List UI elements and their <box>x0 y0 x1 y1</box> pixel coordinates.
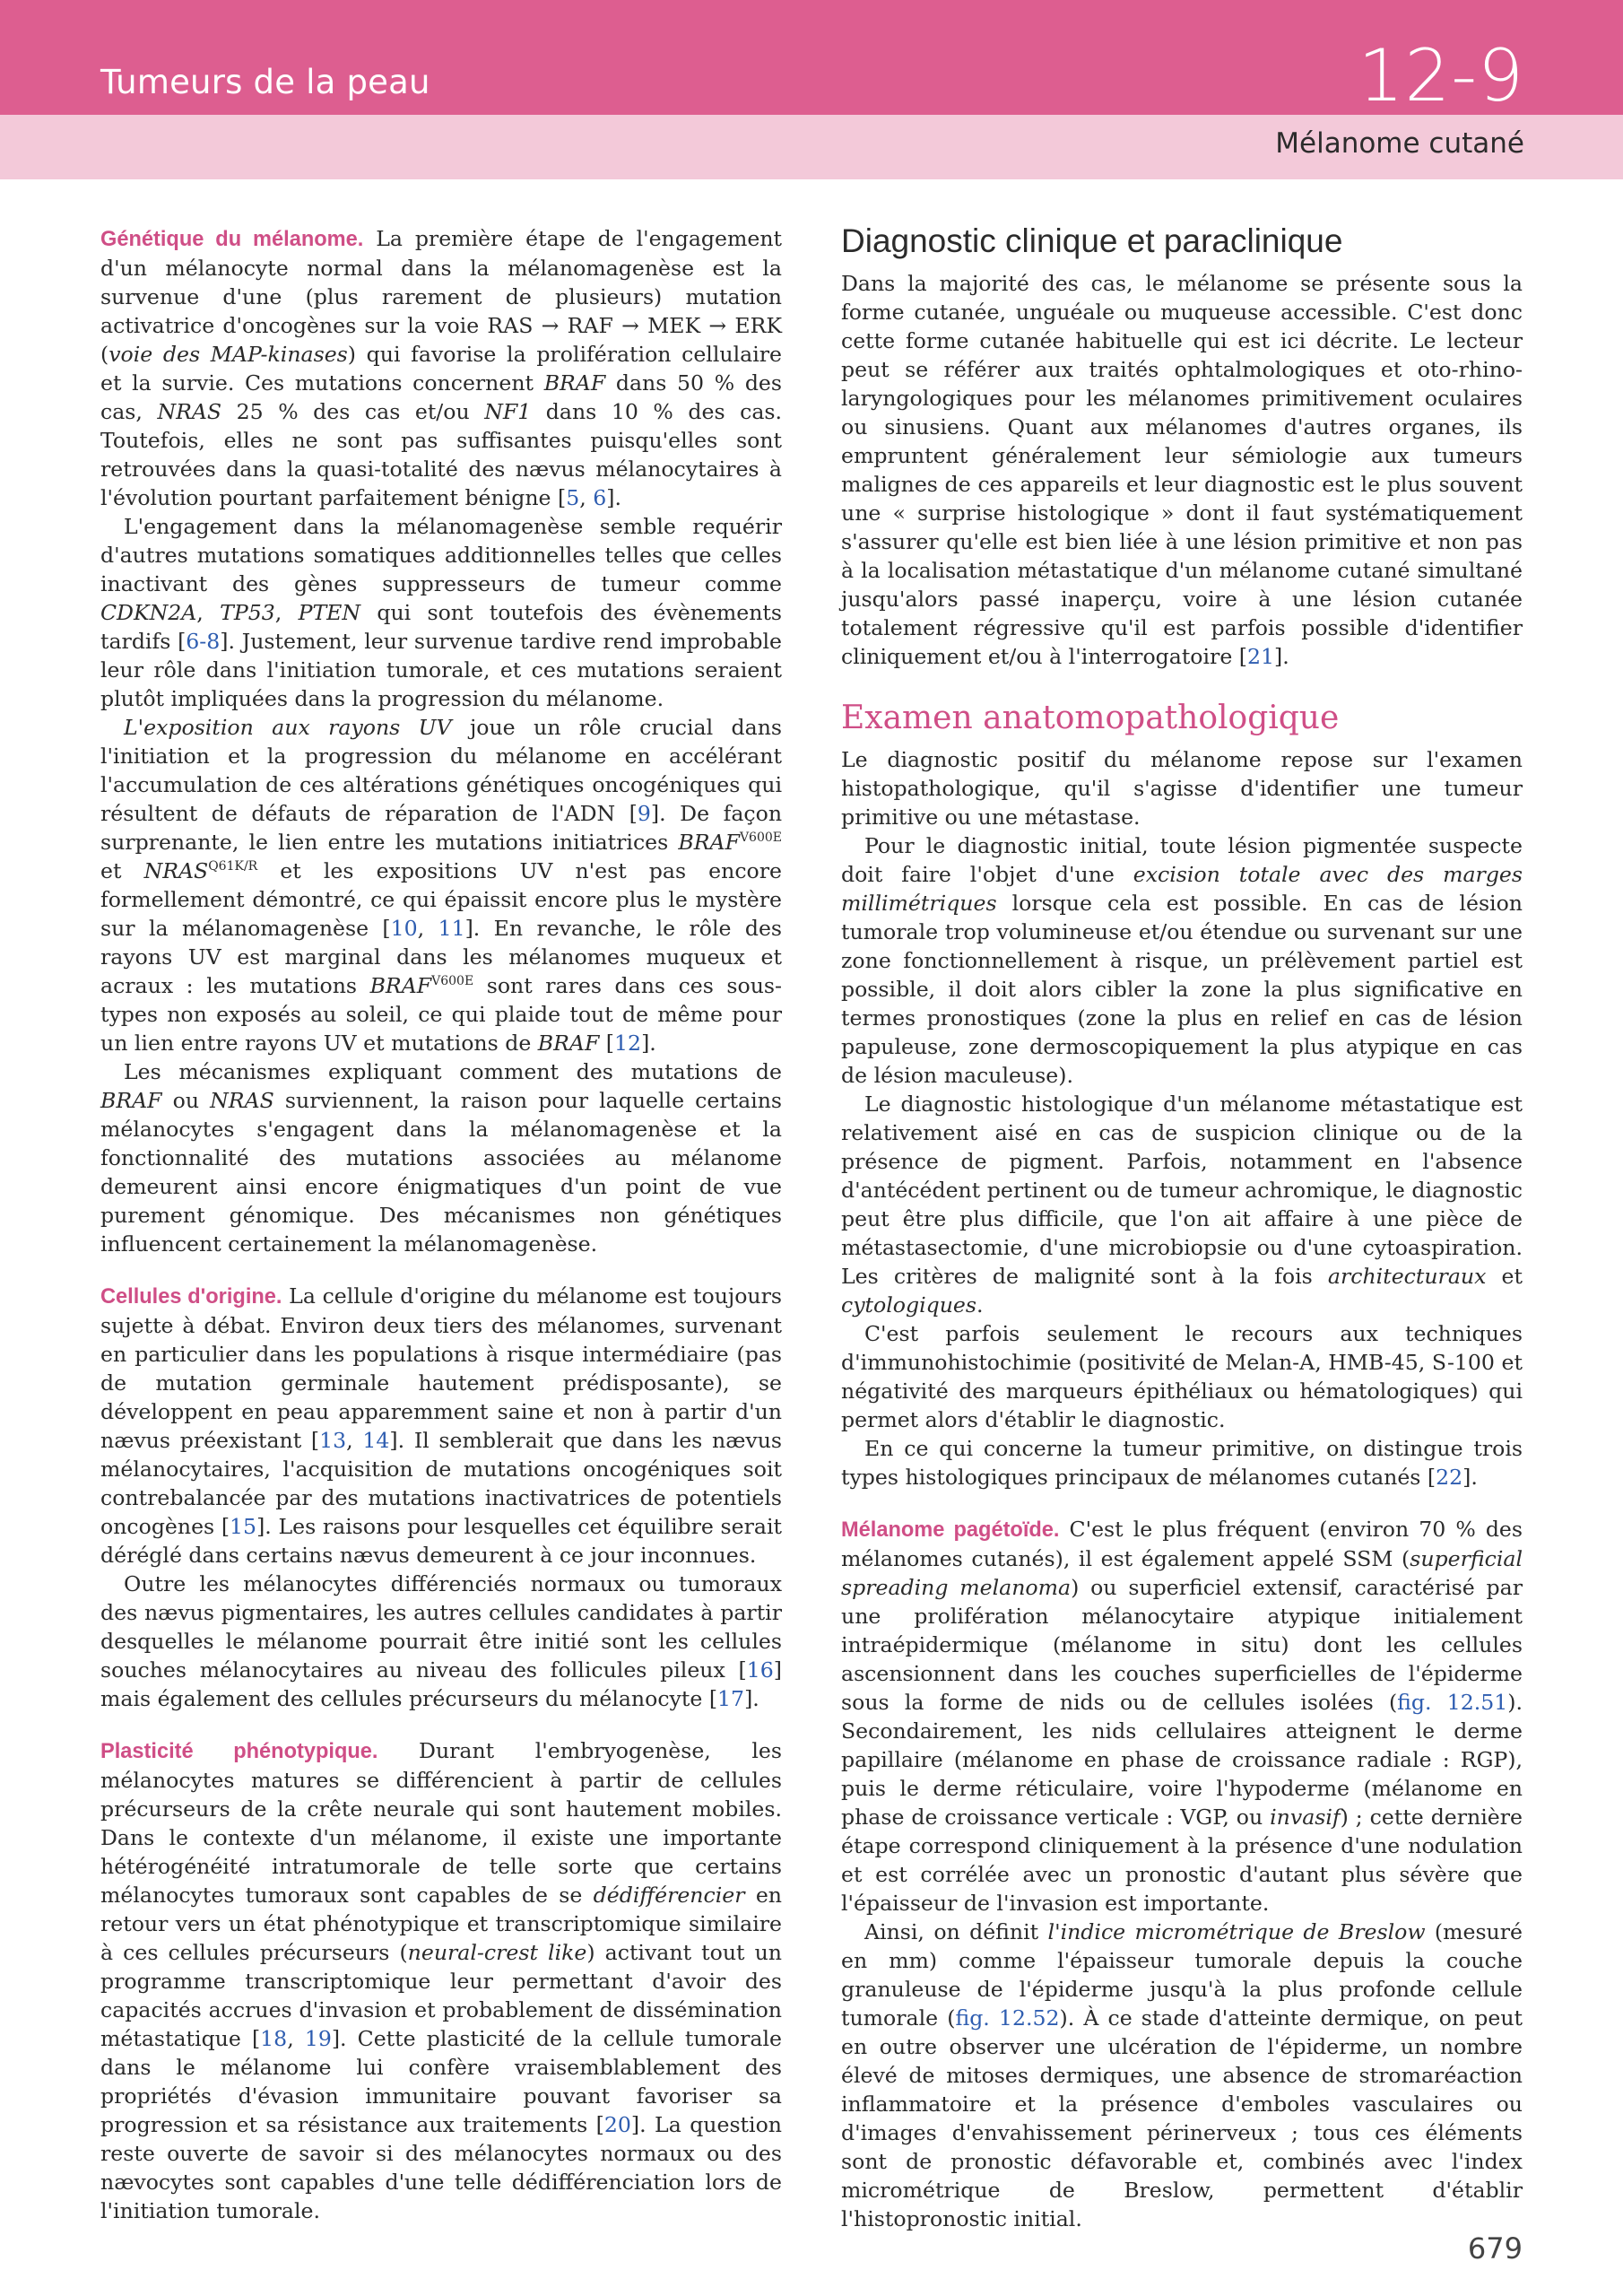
ref-link[interactable]: 6 <box>593 485 607 510</box>
ref-link[interactable]: 10 <box>390 916 418 941</box>
paragraph-outre: Outre les mélanocytes différenciés normaux ou tumoraux des nævus pigmentaires, les autres cellules candidates à partir desquelles le mélanome pourrait être initié sont les cellules souches mélanocytaires au niveau des follicules pileux [16] mais également des cellules précurseurs du mélanocyte [17]. <box>100 1571 782 1711</box>
ref-link[interactable]: 19 <box>304 2026 332 2051</box>
ref-link[interactable]: 20 <box>603 2112 631 2137</box>
lead-cellules-origine: Cellules d'origine. <box>100 1285 282 1309</box>
figure-link[interactable]: fig. 12.51 <box>1397 1690 1508 1715</box>
right-column <box>841 222 1523 2233</box>
ref-link[interactable]: 9 <box>637 801 651 826</box>
ref-link[interactable]: 18 <box>260 2026 288 2051</box>
heading-diagnostic: Diagnostic clinique et paraclinique <box>841 222 1343 259</box>
ref-link[interactable]: 22 <box>1436 1465 1463 1490</box>
paragraph-mecanismes: Les mécanismes expliquant comment des mutations de BRAF ou NRAS surviennent, la raison pour laquelle certains mélanocytes s'engagent dans la mélanomagenèse et la fonctionnalité des mutations associées au mélanome demeurent ainsi encore énigmatiques d'un point de vue purement génomique. Des mécanismes non génétiques influencent certainement la mélanomagenèse. <box>100 1059 782 1257</box>
paragraph-uv: L'exposition aux rayons UV joue un rôle crucial dans l'initiation et la progression du mélanome en accélérant l'accumulation de ces altérations génétiques oncogéniques qui résultent de défauts de réparation de l'ADN [9]. De façon surprenante, le lien entre les mutations initiatrices $BRAF^{V600E}$ et $NRAS^{Q61K/R}$ et les expositions UV n'est pas encore formellement démontré, ce qui épaissit encore plus le mystère sur la mélanomagenèse [10, 11]. En revanche, le rôle des rayons UV est marginal dans les mélanomes muqueux et acraux : les mutations $BRAF^{V600E}$ sont rares dans ces sous-types non exposés au soleil, ce qui plaide tout de même pour un lien entre rayons UV et mutations de BRAF [12]. <box>100 715 783 1056</box>
paragraph-diagnostic-positif: Le diagnostic positif du mélanome repose sur l'examen histopathologique, qu'il s'agisse d'identifier une tumeur primitive ou une métastase. <box>841 747 1523 830</box>
lead-plasticite: Plasticité phénotypique. <box>100 1740 378 1763</box>
ref-link[interactable]: 13 <box>319 1428 347 1453</box>
ref-link[interactable]: 16 <box>746 1657 774 1683</box>
figure-link[interactable]: fig. 12.52 <box>955 2005 1060 2031</box>
heading-examen: Examen anatomopathologique <box>841 700 1340 736</box>
lead-pagetoide: Mélanome pagétoïde. <box>841 1518 1060 1542</box>
paragraph-pagetoide: Mélanome pagétoïde. C'est le plus fréquent (environ 70 % des mélanomes cutanés), il est également appelé SSM (superficial spreading melanoma) ou superficiel extensif, caractérisé par une prolifération mélanocytaire atypique initialement intraépidermique (mélanome in situ) dont les cellules ascensionnent dans les couches superficielles de l'épiderme sous la forme de nids ou de cellules isolées (fig. 12.51). Secondairement, les nids cellulaires atteignent le derme papillaire (mélanome en phase de croissance radiale : RGP), puis le derme réticulaire, voire l'hypoderme (mélanome en phase de croissance verticale : VGP, ou invasif) ; cette dernière étape correspond cliniquement à la présence d'une nodulation et est corrélée avec un pronostic d'autant plus sévère que l'épaisseur de l'invasion est importante. <box>841 1517 1523 1916</box>
chapter-title: Tumeurs de la peau <box>100 63 430 101</box>
left-column <box>100 224 782 2225</box>
paragraph-diagnostic-initial: Pour le diagnostic initial, toute lésion pigmentée suspecte doit faire l'objet d'une excision totale avec des marges millimétriques lorsque cela est possible. En cas de lésion tumorale trop volumineuse et/ou étendue ou survenant sur une zone fonctionnellement à risque, un prélèvement partiel est possible, il doit alors cibler la zone la plus significative en termes pronostiques (zone la plus en relief en cas de lésion papuleuse, zone dermoscopiquement la plus atypique en cas de lésion maculeuse). <box>841 833 1523 1088</box>
paragraph-breslow: Ainsi, on définit l'indice micrométrique de Breslow (mesuré en mm) comme l'épaisseur tumorale depuis la couche granuleuse de l'épiderme jusqu'à la plus profonde cellule tumorale (fig. 12.52). À ce stade d'atteinte dermique, on peut en outre observer une ulcération de l'épiderme, un nombre élevé de mitoses dermiques, une absence de stromaréaction inflammatoire et la présence d'emboles vasculaires ou d'images d'envahissement périnerveux ; tous ces éléments sont de pronostic défavorable et, combinés avec l'index micrométrique de Breslow, permettent d'établir l'histopronostic initial. <box>841 1919 1523 2231</box>
ref-link[interactable]: 12 <box>614 1031 642 1056</box>
paragraph-cellules-origine: Cellules d'origine. La cellule d'origine du mélanome est toujours sujette à débat. Environ deux tiers des mélanomes, survenant en particulier dans les populations à risque intermédiaire (pas de mutation germinale hautement prédisposante), se développent en peau apparemment saine et non à partir d'un nævus préexistant [13, 14]. Il semblerait que dans les nævus mélanocytaires, l'acquisition de mutations oncogéniques soit contrebalancée par des mutations inactivatrices de potentiels oncogènes [15]. Les raisons pour lesquelles cet équilibre serait déréglé dans certains nævus demeurent à ce jour inconnues. <box>100 1283 783 1568</box>
paragraph-plasticite: Plasticité phénotypique. Durant l'embryogenèse, les mélanocytes matures se différencient à partir de cellules précurseurs de la crête neurale qui sont hautement mobiles. Dans le contexte d'un mélanome, il existe une importante hétérogénéité intratumorale de telle sorte que certains mélanocytes tumoraux sont capables de se dédifférencier en retour vers un état phénotypique et transcriptomique similaire à ces cellules précurseurs (neural-crest like) activant tout un programme transcriptomique leur permettant d'avoir des capacités accrues d'invasion et probablement de dissémination métastatique [18, 19]. Cette plasticité de la cellule tumorale dans le mélanome lui confère vraisemblablement des propriétés d'évasion immunitaire pouvant favoriser sa progression et sa résistance aux traitements [20]. La question reste ouverte de savoir si des mélanocytes normaux ou des nævocytes sont capables d'une telle dédifférenciation lors de l'initiation tumorale. <box>100 1738 783 2223</box>
ref-link[interactable]: 6-8 <box>186 629 221 654</box>
page-number: 679 <box>1467 2231 1523 2266</box>
section-title: Mélanome cutané <box>1275 127 1524 160</box>
ref-link[interactable]: 17 <box>717 1686 745 1711</box>
chapter-number: 12-9 <box>1358 34 1524 117</box>
lead-genetique: Génétique du mélanome. <box>100 228 364 251</box>
paragraph-genetique: Génétique du mélanome. La première étape de l'engagement d'un mélanocyte normal dans la mélanomagenèse est la survenue d'une (plus rarement de plusieurs) mutation activatrice d'oncogènes sur la voie RAS → RAF → MEK → ERK (voie des MAP-kinases) qui favorise la prolifération cellulaire et la survie. Ces mutations concernent BRAF dans 50 % des cas, NRAS 25 % des cas et/ou NF1 dans 10 % des cas. Toutefois, elles ne sont pas suffisantes puisqu'elles sont retrouvées dans la quasi-totalité des nævus mélanocytaires à l'évolution pourtant parfaitement bénigne [5, 6]. <box>100 226 783 510</box>
paragraph-diagnostic-histologique: Le diagnostic histologique d'un mélanome métastatique est relativement aisé en cas de suspicion clinique ou de la présence de pigment. Parfois, notamment en l'absence d'antécédent pertinent ou de tumeur achromique, le diagnostic peut être plus difficile, que l'on ait affaire à une pièce de métastasectomie, d'une microbiopsie ou d'une cytoaspiration. Les critères de malignité sont à la fois architecturaux et cytologiques. <box>841 1091 1523 1318</box>
ref-link[interactable]: 15 <box>230 1514 257 1539</box>
ref-link[interactable]: 21 <box>1247 644 1275 669</box>
ref-link[interactable]: 11 <box>438 916 465 941</box>
paragraph-immunohistochimie: C'est parfois seulement le recours aux techniques d'immunohistochimie (positivité de Melan-A, HMB-45, S-100 et négativité des marqueurs épithéliaux ou hématologiques) qui permet alors d'établir le diagnostic. <box>841 1321 1523 1432</box>
ref-link[interactable]: 14 <box>362 1428 390 1453</box>
ref-link[interactable]: 5 <box>566 485 580 510</box>
paragraph-tumeur-primitive: En ce qui concerne la tumeur primitive, on distingue trois types histologiques principaux de mélanomes cutanés [22]. <box>841 1436 1523 1490</box>
paragraph-engagement: L'engagement dans la mélanomagenèse semble requérir d'autres mutations somatiques additionnelles telles que celles inactivant des gènes suppresseurs de tumeur comme CDKN2A, TP53, PTEN qui sont toutefois des évènements tardifs [6-8]. Justement, leur survenue tardive rend improbable leur rôle dans l'initiation tumorale, et ces mutations seraient plutôt impliquées dans la progression du mélanome. <box>100 514 783 711</box>
paragraph-diagnostic: Dans la majorité des cas, le mélanome se présente sous la forme cutanée, unguéale ou muqueuse accessible. C'est donc cette forme cutanée habituelle qui est ici décrite. Le lecteur peut se référer aux traités ophtalmologiques et oto-rhino-laryngologiques pour les mélanomes primitivement oculaires ou sinusiens. Quant aux mélanomes d'autres organes, ils empruntent généralement leur sémiologie aux tumeurs malignes de ces appareils et leur diagnostic est le plus souvent une « surprise histologique » dont il faut systématiquement s'assurer qu'elle est bien liée à une lésion primitive et non pas à la localisation métastatique d'un mélanome cutané simultané jusqu'alors passé inaperçu, voire à une lésion cutanée totalement régressive qu'il est parfois possible d'identifier cliniquement et/ou à l'interrogatoire [21]. <box>841 271 1523 669</box>
